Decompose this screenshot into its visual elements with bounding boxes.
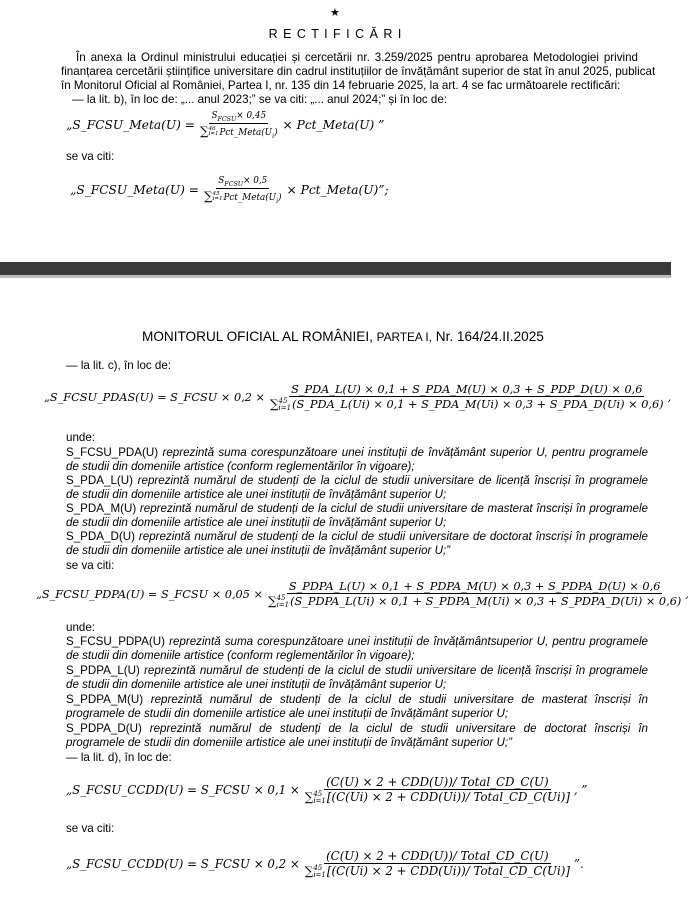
def-text: reprezintă numărul de studenți de la ciclul de studii universitare de licență înscriși în programele [133,474,648,487]
sum-lower: i=1 [313,871,326,879]
def-term: S_PDPA_L(U) [66,664,140,677]
def-term: S_PDA_M(U) [66,502,137,515]
formula-pdas-old [44,383,671,412]
unde-label: unde: [66,431,96,444]
def-line [66,722,648,736]
formula-fraction [303,775,572,805]
formula-numerator: (C(U) × 2 + CDD(U))/ Total_CD_C(U) [326,775,549,789]
formula-ccdd-old [66,775,587,805]
den-close: ) [274,127,278,138]
formula-rest: × Pct_Meta(U) ” [282,118,385,133]
def-line-cont: de studii din domeniile artistice (conform reglementărilor în vigoare); [66,649,415,662]
sum-icon: ∑ [304,790,314,804]
sum-upper: 45 [212,190,220,197]
formula-tail: , [667,391,672,404]
num-rest: × 0,45 [236,111,267,121]
sum-upper: 45 [313,790,323,798]
intro-line-2: finanțarea cercetării științifice universitare din cadrul instituțiilor de învățământ superior de stat în anul 2025, publicat [61,65,656,78]
def-line [66,635,648,649]
def-line [66,664,648,678]
def-line-cont: de studii din domeniile artistice ale unei instituții de învățământ superior U;” [66,544,451,557]
lit-c-line: — la lit. c), în loc de: [66,359,172,372]
lit-d-line: — la lit. d), în loc de: [66,751,172,764]
formula-tail: ”. [573,857,584,871]
sum-upper: 46 [208,125,216,132]
def-text: reprezintă numărul de studenți de la ciclul de studii universitare de masterat înscriși în [143,693,648,706]
den-close: ) [278,192,282,203]
def-line-cont: de studii din domeniile artistice ale unei instituții de învățământ superior U; [66,678,447,691]
def-text: reprezintă suma corespunzătoare unei instituții de învățământsuperior U, pentru programele [165,635,648,648]
header-title: MONITORUL OFICIAL AL ROMÂNIEI, [142,329,373,344]
sum-icon: ∑ [200,123,209,138]
def-line [66,474,648,488]
formula-fraction [198,111,280,140]
intro-line-1: În anexa la Ordinul ministrului educației și cercetării nr. 3.259/2025 pentru aprobarea Metodologiei privind [76,51,638,64]
den-rest: Pct_Meta(U [223,192,277,203]
formula-denominator: [(C(Ui) × 2 + CDD(Ui))/ Total_CD_C(Ui)] [326,790,570,804]
def-line-cont: de studii din domeniile artistice ale unei instituții de învățământ superior U; [66,516,447,529]
formula-denominator: (S_PDPA_L(Ui) × 0,1 + S_PDPA_M(Ui) × 0,3 + S_PDPA_D(Ui) × 0,6) [290,595,682,608]
formula-lhs: „S_FCSU_CCDD(U) = S_FCSU × 0,2 × [66,857,300,871]
formula-lhs: „S_FCSU_PDPA(U) = S_FCSU × 0,05 × [36,588,263,601]
def-text: reprezintă numărul de studenți de la ciclul de studii universitare de doctorat înscriși în programele [134,530,648,543]
section-title: R E C T I F I C Ă R I [268,27,403,41]
sum-icon: ∑ [204,188,213,203]
intro-line-3: în Monitorul Oficial al României, Partea I, nr. 135 din 14 februarie 2025, la art. 4 se fac următoarele rectificări: [61,79,621,92]
num-s: S [218,176,225,186]
formula-meta-new [70,176,389,205]
sum-icon: ∑ [269,397,279,411]
se-va-citi-3: se va citi: [66,822,115,835]
def-line [66,446,648,460]
formula-fraction [268,383,666,412]
header-partea: PARTEA I, [376,330,432,344]
formula-numerator: (C(U) × 2 + CDD(U))/ Total_CD_C(U) [326,849,549,863]
num-sub: FCSU [224,180,244,188]
def-line [66,693,648,707]
def-line-cont: de studii din domeniile artistice (conform reglementărilor în vigoare); [66,460,415,473]
num-rest: × 0,5 [243,176,268,186]
sum-icon: ∑ [267,594,277,608]
formula-lhs: „S_FCSU_CCDD(U) = S_FCSU × 0,1 × [66,783,300,797]
def-text: reprezintă numărul de studenți de la ciclul de studii universitare de masterat înscriși în programele [136,502,648,515]
def-text: reprezintă suma corespunzătoare unei instituții de învățământ superior U, pentru programele [158,446,648,459]
formula-lhs: „S_FCSU_PDAS(U) = S_FCSU × 0,2 × [44,391,265,404]
def-line-cont: programele de studii din domeniile artistice ale unei instituții de învățământ superior U; [66,707,509,720]
formula-numerator: S_PDA_L(U) × 0,1 + S_PDA_M(U) × 0,3 + S_PDP_D(U) × 0,6 [291,383,643,396]
sum-lower: i=1 [208,131,219,138]
def-line [66,502,648,516]
def-term: S_FCSU_PDA(U) [66,446,159,459]
header-number: Nr. 164/24.II.2025 [435,329,544,344]
formula-fraction [266,580,683,609]
formula-tail: , [685,588,689,601]
formula-open-quote: „ [70,183,77,198]
def-line [66,530,648,544]
formula-open-quote: „ [66,118,73,133]
def-line-cont: de studii din domeniile artistice ale unei instituții de învățământ superior U; [66,488,447,501]
formula-lhs: S_FCSU_Meta(U) = [72,118,195,133]
formula-denominator: [(C(Ui) × 2 + CDD(Ui))/ Total_CD_C(Ui)] [326,864,570,878]
sum-lower: i=1 [212,196,223,203]
formula-lhs: S_FCSU_Meta(U) = [76,183,199,198]
den-sub: i [272,132,275,140]
star-ornament: ★ [330,7,340,19]
formula-denominator: (S_PDA_L(Ui) × 0,1 + S_PDA_M(Ui) × 0,3 + S_PDA_D(Ui) × 0,6) [292,398,664,411]
num-sub: FCSU [217,115,237,123]
sum-icon: ∑ [304,864,314,878]
se-va-citi-2: se va citi: [66,559,115,572]
se-va-citi-1: se va citi: [66,150,115,163]
formula-numerator: S_PDPA_L(U) × 0,1 + S_PDPA_M(U) × 0,3 + S_PDPA_D(U) × 0,6 [288,580,661,593]
formula-meta-old [66,111,384,140]
sum-lower: i=1 [313,797,326,805]
def-term: S_FCSU_PDPA(U) [66,635,165,648]
num-s: S [211,111,218,121]
def-term: S_PDA_D(U) [66,530,135,543]
den-rest: Pct_Meta(U [219,127,273,138]
def-term: S_PDA_L(U) [66,474,134,487]
def-text: reprezintă numărul de studenți de la ciclul de studii universitare de doctorat înscriși în [141,722,648,735]
def-term: S_PDPA_D(U) [66,722,142,735]
sum-upper: 45 [313,864,323,872]
unde-label-2: unde: [66,621,96,634]
formula-pdpa-new [36,580,689,609]
page-divider-shade [0,275,671,278]
sum-upper: 45 [278,397,288,405]
den-sub: i [276,197,279,205]
def-term: S_PDPA_M(U) [66,693,144,706]
formula-tail: , ” [573,783,588,797]
sum-lower: i=1 [276,601,290,609]
page-header [142,329,544,344]
formula-fraction [202,176,284,205]
formula-ccdd-new [66,849,584,879]
sum-lower: i=1 [278,404,292,412]
page-divider [0,262,671,275]
def-text: reprezintă numărul de studenți de la ciclul de studii universitare de licență înscriși în programele [139,664,648,677]
formula-fraction [303,849,572,879]
def-line-cont: programele de studii din domeniile artistice ale unei instituții de învățământ superior U;” [66,736,512,749]
lit-b-line: — la lit. b), în loc de: „... anul 2023;” se va citi: „... anul 2024;” și în loc de: [72,93,448,106]
sum-upper: 45 [276,594,286,602]
formula-rest: × Pct_Meta(U)”; [286,183,389,198]
